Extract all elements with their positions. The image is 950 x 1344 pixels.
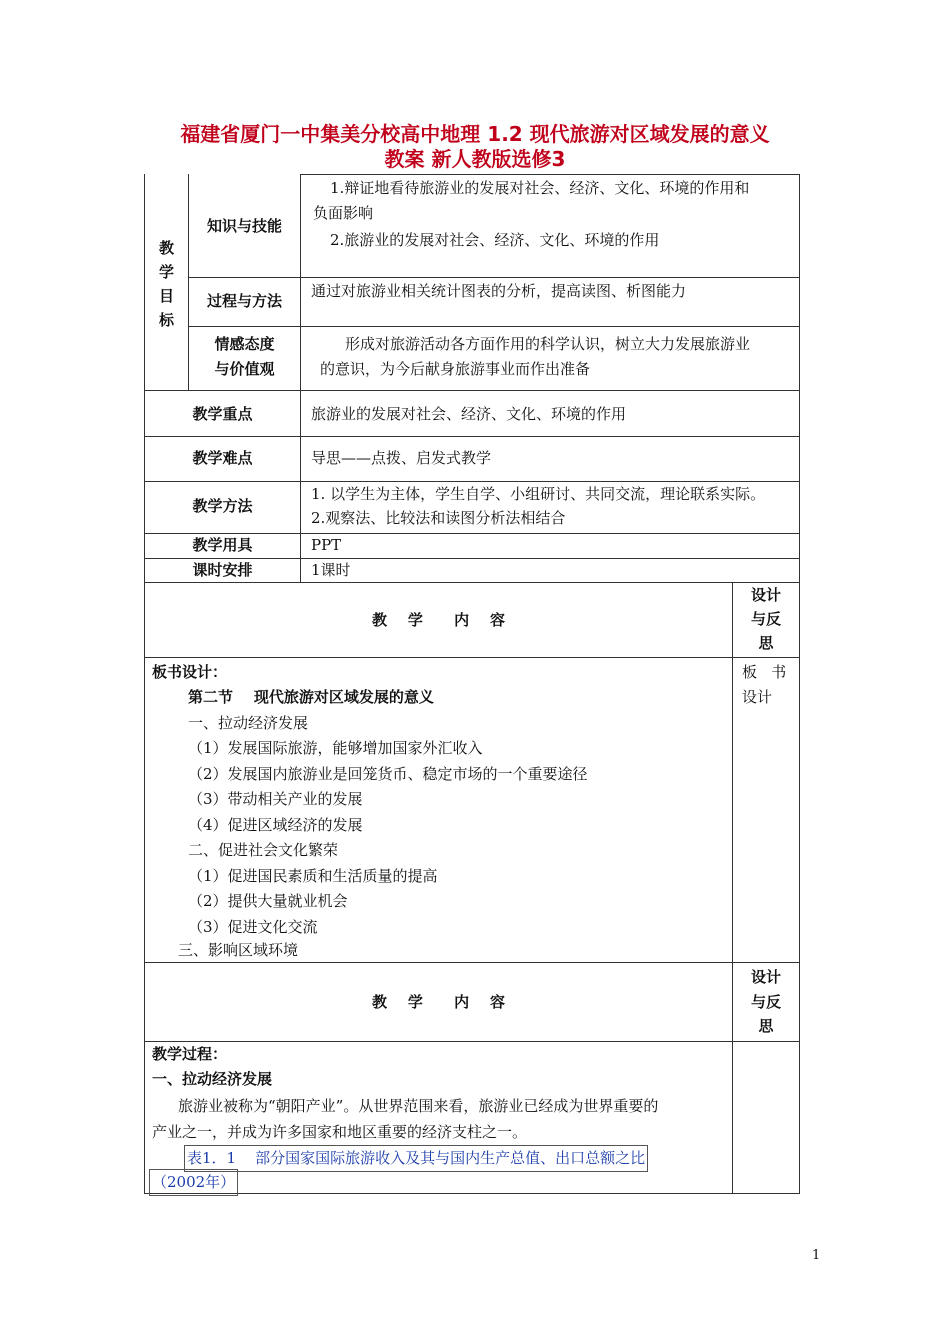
tools-content-cell <box>300 533 800 559</box>
schedule-text: 1课时 <box>311 561 351 579</box>
design-header-2-line-3: 思 <box>758 1017 774 1035</box>
process-side-cell <box>732 1041 800 1194</box>
board-line: （2）发展国内旅游业是回笼货币、稳定市场的一个重要途径 <box>188 765 588 783</box>
board-side-line-1: 板 书 <box>742 663 787 681</box>
emotion-line-1: 形成对旅游活动各方面作用的科学认识，树立大力发展旅游业 <box>345 335 751 353</box>
board-line: 二、促进社会文化繁荣 <box>188 841 339 859</box>
board-line: （4）促进区域经济的发展 <box>188 816 363 834</box>
document-title-line-2: 教案 新人教版选修3 <box>384 147 566 171</box>
table-reference-line-1[interactable]: 表1．1 部分国家国际旅游收入及其与国内生产总值、出口总额之比 <box>184 1145 648 1172</box>
focus-text: 旅游业的发展对社会、经济、文化、环境的作用 <box>311 405 627 423</box>
teaching-process-heading: 一、拉动经济发展 <box>152 1070 273 1088</box>
table-reference-line-2[interactable]: （2002年） <box>149 1169 238 1196</box>
board-line: （1）促进国民素质和生活质量的提高 <box>188 867 438 885</box>
schedule-content-cell <box>300 558 800 583</box>
content-header-label-2: 教 学 内 容 <box>371 993 506 1011</box>
process-text: 通过对旅游业相关统计图表的分析，提高读图、析图能力 <box>311 282 687 300</box>
design-header-2-line-1: 设计 <box>750 968 781 986</box>
objectives-header-char-3: 目 <box>158 287 174 305</box>
method-line-2: 2.观察法、比较法和读图分析法相结合 <box>311 509 566 527</box>
board-line: 三、影响区域环境 <box>178 941 299 959</box>
design-header-line-1: 设计 <box>750 586 781 604</box>
objectives-header-char-2: 学 <box>158 263 174 281</box>
design-header-line-3: 思 <box>758 634 774 652</box>
board-section-title: 第二节 现代旅游对区域发展的意义 <box>188 688 434 706</box>
objectives-header-char-4: 标 <box>158 311 174 329</box>
board-line: （1）发展国际旅游，能够增加国家外汇收入 <box>188 739 483 757</box>
teaching-process-label: 教学过程： <box>152 1045 228 1063</box>
board-label: 板书设计： <box>152 663 228 681</box>
process-label: 过程与方法 <box>206 292 282 310</box>
method-line-1: 1. 以学生为主体，学生自学、小组研讨、共同交流，理论联系实际。 <box>311 485 766 503</box>
design-header-2-line-2: 与反 <box>750 993 781 1011</box>
board-side-line-2: 设计 <box>742 688 773 706</box>
board-line: （2）提供大量就业机会 <box>188 892 348 910</box>
document-title-line-1: 福建省厦门一中集美分校高中地理 1.2 现代旅游对区域发展的意义 <box>180 122 770 146</box>
knowledge-line-2: 负面影响 <box>313 204 374 222</box>
difficulty-label: 教学难点 <box>192 449 253 467</box>
page-number: 1 <box>812 1248 821 1263</box>
tools-text: PPT <box>311 536 342 554</box>
board-line: 一、拉动经济发展 <box>188 714 309 732</box>
teaching-process-para-2: 产业之一，并成为许多国家和地区重要的经济支柱之一。 <box>152 1123 528 1141</box>
emotion-label-line-1: 情感态度 <box>214 335 275 353</box>
emotion-label-line-2: 与价值观 <box>214 360 275 378</box>
tools-label: 教学用具 <box>192 536 253 554</box>
knowledge-line-1: 1.辩证地看待旅游业的发展对社会、经济、文化、环境的作用和 <box>330 179 750 197</box>
board-line: （3）带动相关产业的发展 <box>188 790 363 808</box>
difficulty-text: 导思——点拨、启发式教学 <box>311 449 492 467</box>
emotion-line-2: 的意识，为今后献身旅游事业而作出准备 <box>320 360 591 378</box>
focus-label: 教学重点 <box>192 405 253 423</box>
knowledge-line-3: 2.旅游业的发展对社会、经济、文化、环境的作用 <box>330 231 660 249</box>
method-label: 教学方法 <box>192 497 253 515</box>
board-line: （3）促进文化交流 <box>188 918 318 936</box>
knowledge-label: 知识与技能 <box>206 217 282 235</box>
design-header-line-2: 与反 <box>750 610 781 628</box>
objectives-header-char-1: 教 <box>158 239 174 257</box>
teaching-process-para-1: 旅游业被称为“朝阳产业”。从世界范围来看，旅游业已经成为世界重要的 <box>178 1097 659 1115</box>
schedule-label: 课时安排 <box>192 561 253 579</box>
content-header-label: 教 学 内 容 <box>371 611 506 629</box>
